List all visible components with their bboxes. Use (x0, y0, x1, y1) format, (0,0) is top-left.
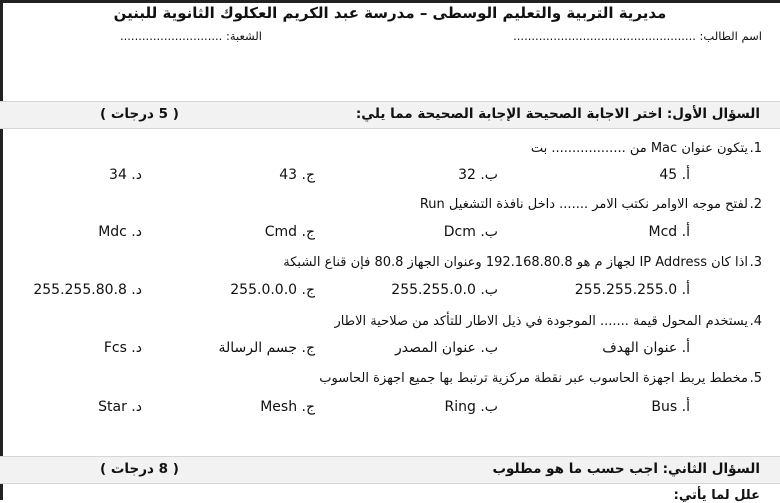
option-d: د. 255.255.80.8 (33, 282, 142, 298)
question-2-marks: ( 8 درجات ) (100, 461, 179, 477)
item-number: 4. (749, 314, 762, 329)
question-item (0, 141, 780, 161)
options-row (0, 167, 780, 189)
branch-field: الشعبة: ............................ (119, 29, 262, 43)
item-number: 3. (749, 255, 762, 270)
question-1-marks: ( 5 درجات ) (100, 106, 179, 122)
options-row (0, 340, 780, 362)
option-d: د. Fcs (103, 340, 142, 356)
question-2-title: السؤال الثاني: اجب حسب ما هو مطلوب (492, 461, 760, 477)
question-item (0, 371, 780, 391)
option-d: د. Mdc (98, 224, 142, 240)
option-c: ج. 43 (279, 167, 315, 183)
option-a: أ. 45 (659, 167, 690, 183)
option-d: د. Star (98, 399, 142, 415)
question-item (0, 314, 780, 334)
option-a: أ. Bus (651, 399, 690, 415)
item-number: 5. (749, 371, 762, 386)
option-b: ب. 255.255.0.0 (391, 282, 498, 298)
option-d: د. 34 (109, 167, 142, 183)
school-header: مديرية التربية والتعليم الوسطى – مدرسة عبد الكريم العكلوك الثانوية للبنين (113, 4, 667, 22)
option-c: ج. 255.0.0.0 (230, 282, 315, 298)
option-a: أ. عنوان الهدف (602, 340, 690, 356)
options-row (0, 224, 780, 246)
options-row (0, 399, 780, 421)
item-number: 1. (749, 141, 762, 156)
question-2-first-line: علل لما يأتي: (673, 488, 760, 503)
question-1-title: السؤال الأول: اختر الاجابة الصحيحة الإجابة الصحيحة مما يلي: (355, 106, 760, 122)
option-b: ب. Ring (444, 399, 498, 415)
option-b: ب. 32 (458, 167, 498, 183)
question-1-header (0, 101, 780, 129)
option-c: ج. Cmd (264, 224, 315, 240)
option-b: ب. عنوان المصدر (394, 340, 498, 356)
item-text: لفتح موجه الاوامر نكتب الامر ....... داخل نافذة التشغيل Run (419, 197, 748, 212)
item-text: مخطط يربط اجهزة الحاسوب عبر نقطة مركزية ترتبط بها جميع اجهزة الحاسوب (319, 371, 748, 386)
student-info-row (0, 29, 780, 49)
option-a: أ. 255.255.255.0 (574, 282, 690, 298)
item-text: يستخدم المحول قيمة ....... الموجودة في ذيل الاطار للتأكد من صلاحية الاطار (334, 314, 748, 329)
options-row (0, 282, 780, 304)
question-2-header (0, 456, 780, 484)
item-text: اذا كان IP Address لجهاز م هو 192.168.80.8 وعنوان الجهاز 80.8 فإن قناع الشبكة (283, 255, 748, 270)
student-name-field: اسم الطالب: .................................................. (513, 29, 762, 43)
question-item (0, 255, 780, 275)
option-b: ب. Dcm (443, 224, 498, 240)
option-c: ج. جسم الرسالة (218, 340, 315, 356)
item-number: 2. (749, 197, 762, 212)
option-c: ج. Mesh (260, 399, 315, 415)
left-border (0, 0, 3, 500)
option-a: أ. Mcd (648, 224, 690, 240)
item-text: يتكون عنوان Mac من .................. بت (530, 141, 748, 156)
question-item (0, 197, 780, 217)
